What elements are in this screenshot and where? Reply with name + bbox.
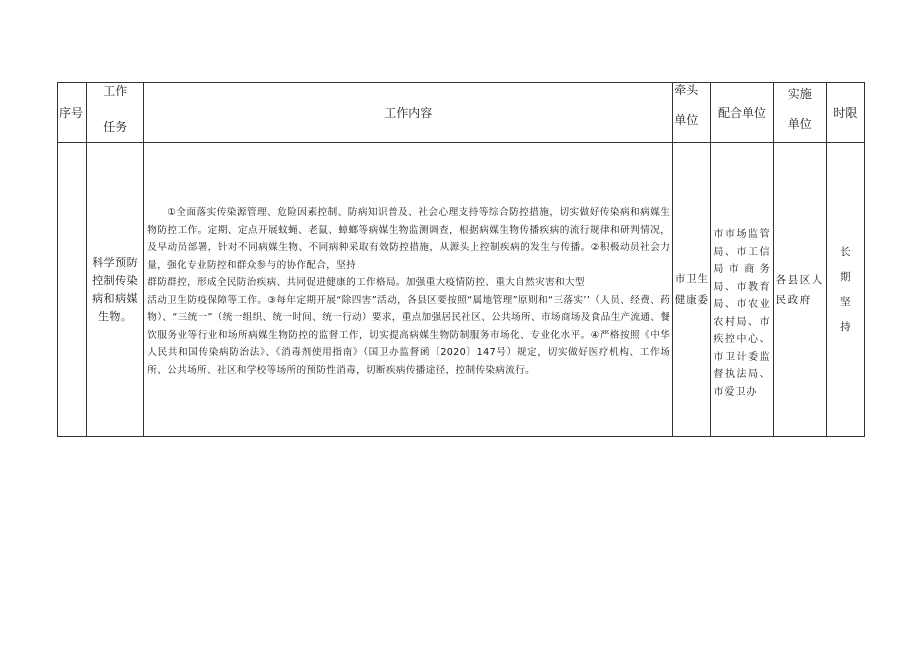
table-row <box>58 143 865 437</box>
cell-time <box>826 143 864 437</box>
header-task-line1: 工作 <box>103 84 128 98</box>
work-plan-table <box>57 82 865 437</box>
cell-coop <box>711 143 773 437</box>
content-paragraph-3: 活动卫生防疫保障等工作。③每年定期开展“除四害”活动，各县区要按照“属地管理”原则和“三落实’’（人员、经费、药物）、“三统一”（统一组织、统一时间、统一行动）要求，重点加强居民社区、公共场所、市场商场及食品生产流通、餐饮服务业等行业和场所病媒生物防控的监督工作，切实提高病媒生物防制服务市场化、专业化水平。④严格按照《中华人民共和国传染病防治法》、《消毒剂使用指南》（国卫办监督函〔2020〕147号）规定，切实做好医疗机构、工作场所、公共场所、社区和学校等场所的预防性消毒，切断疾病传播途径，控制传染病流行。 <box>147 294 671 376</box>
coop-text: 市市场监管局、市工信局市商务局、市教育局、市农业农村局、市疾控中心、市卫计委监督执法局、市爱卫办 <box>713 229 771 398</box>
header-task <box>87 83 144 143</box>
time-char: 长 <box>840 245 851 258</box>
header-lead-line1: 牵头 <box>674 83 699 97</box>
time-char: 持 <box>840 320 851 333</box>
header-seq: 序号 <box>58 83 87 143</box>
time-char: 坚 <box>840 295 851 308</box>
cell-task: 科学预防控制传染病和病媒生物。 <box>87 143 144 437</box>
cell-impl: 各县区人民政府 <box>773 143 826 437</box>
cell-content <box>144 143 673 437</box>
content-paragraph-2: 群防群控，形成全民防治疾病、共同促进健康的工作格局。加强重大疫情防控、重大自然灾害和大型 <box>147 277 585 288</box>
header-impl-line2: 单位 <box>787 116 812 131</box>
header-content: 工作内容 <box>144 83 673 143</box>
header-row <box>58 83 865 143</box>
time-text <box>827 240 864 340</box>
cell-lead: 市卫生健康委 <box>673 143 711 437</box>
header-lead <box>673 83 711 143</box>
time-char: 期 <box>840 270 851 283</box>
content-paragraph-1: ①全面落实传染源管理、危险因素控制、防病知识普及、社会心理支持等综合防控措施，切实做好传染病和病媒生物防控工作。定期、定点开展蚊蝇、老鼠、蟑螂等病媒生物监测调查，根据病媒生物传播疾病的流行规律和研判情况，及早动员部署，针对不同病媒生物、不同病种采取有效防控措施，从源头上控制疾病的发生与传播。②积极动员社会力量，强化专业防控和群众参与的协作配合，坚持 <box>147 207 671 271</box>
header-lead-line2: 单位 <box>674 113 699 127</box>
cell-seq <box>58 143 87 437</box>
header-impl <box>773 83 826 143</box>
header-impl-line1: 实施 <box>787 86 812 101</box>
header-time: 时限 <box>826 83 864 143</box>
header-task-line2: 任务 <box>103 120 128 134</box>
header-coop: 配合单位 <box>711 83 773 143</box>
